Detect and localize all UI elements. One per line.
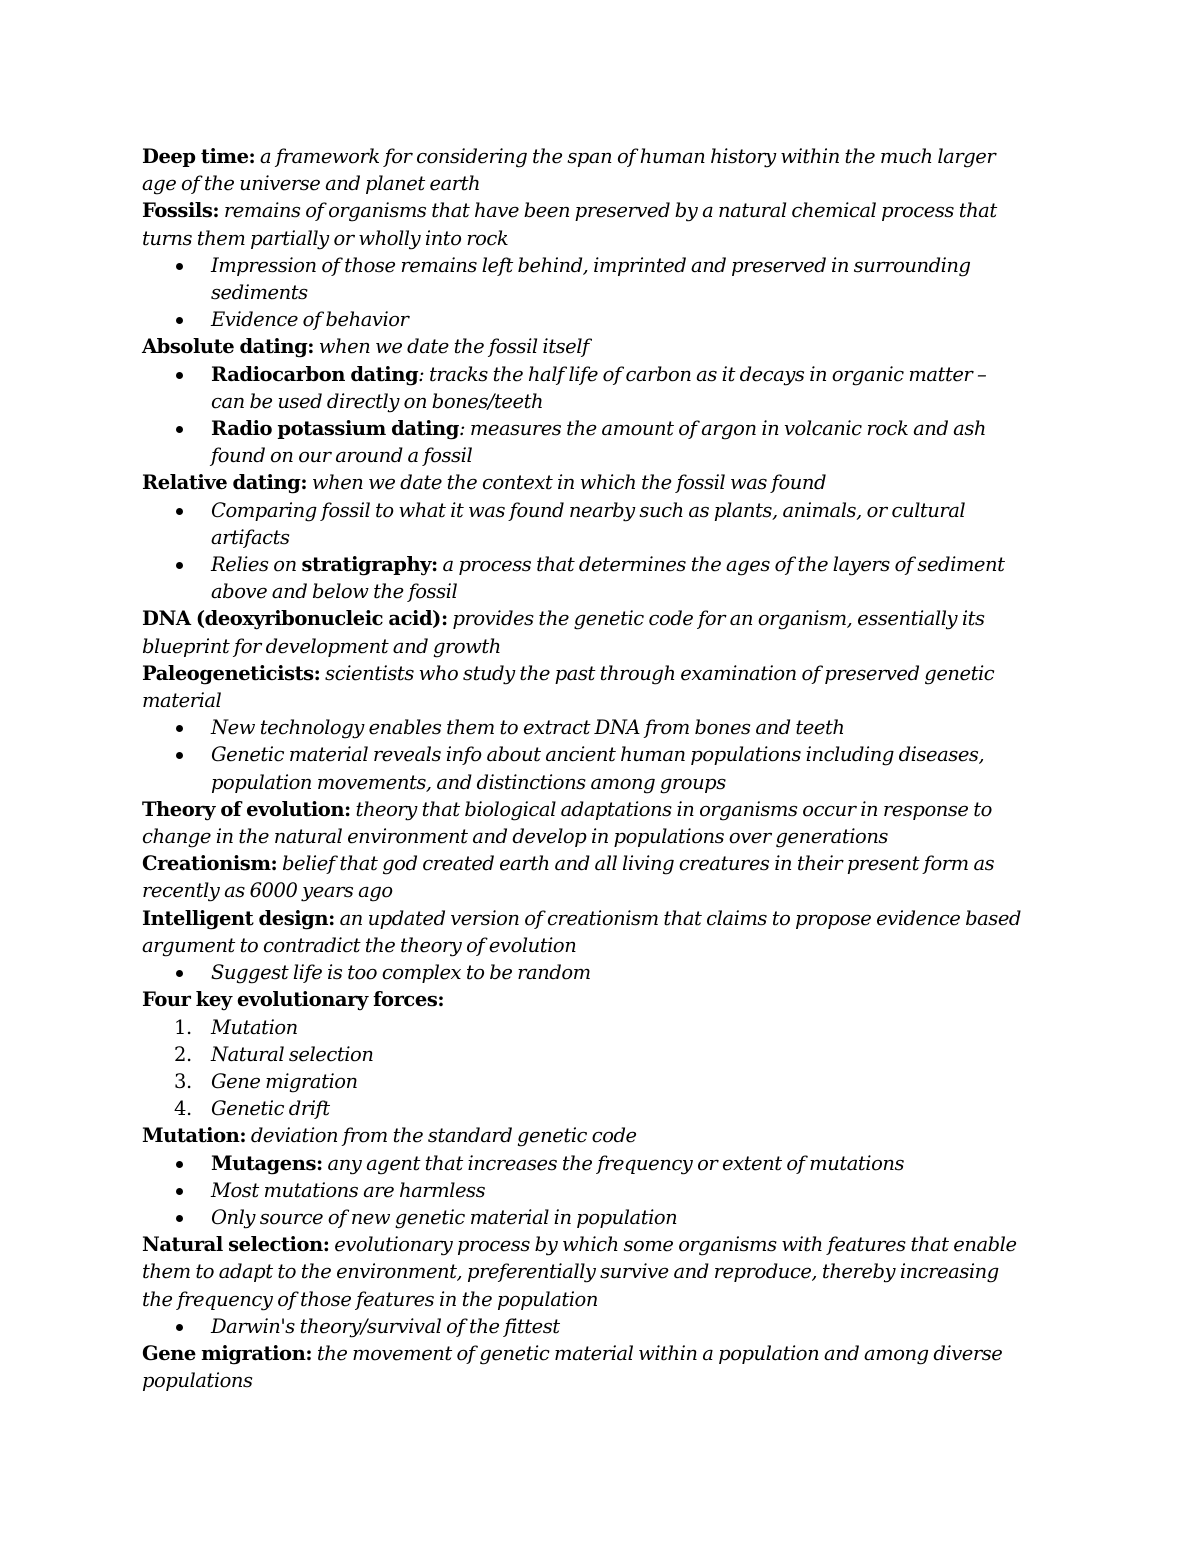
bullet-continuation: can be used directly on bones/teeth bbox=[211, 389, 544, 413]
term-absolute-dating: Absolute dating: bbox=[142, 335, 315, 359]
definition-continuation: populations bbox=[142, 1369, 253, 1393]
definition-text: evolutionary process by which some organisms with features that enable bbox=[329, 1233, 1017, 1257]
definition-continuation: argument to contradict the theory of evolution bbox=[142, 933, 577, 957]
bullet-icon bbox=[176, 725, 183, 732]
term-stratigraphy: stratigraphy: bbox=[301, 553, 438, 577]
definition-text: an updated version of creationism that claims to propose evidence based bbox=[334, 906, 1021, 930]
mutation-entry bbox=[142, 1122, 1062, 1149]
definition-continuation: the frequency of those features in the population bbox=[142, 1287, 598, 1311]
item-number: 3. bbox=[174, 1069, 192, 1093]
term-theory-of-evolution: Theory of evolution: bbox=[142, 797, 351, 821]
bullet-item: Radio potassium dating: measures the amount of argon in volcanic rock and ash bbox=[142, 415, 1062, 442]
term-dna: DNA (deoxyribonucleic acid): bbox=[142, 607, 448, 631]
term-fossils: Fossils: bbox=[142, 199, 220, 223]
term-deep-time: Deep time: bbox=[142, 145, 256, 168]
definition-continuation: turns them partially or wholly into rock bbox=[142, 226, 509, 250]
dna-entry bbox=[142, 605, 1062, 632]
term-intelligent-design: Intelligent design: bbox=[142, 906, 335, 930]
term-creationism: Creationism: bbox=[142, 852, 278, 876]
bullet-continuation: above and below the fossil bbox=[211, 580, 458, 604]
intelligent-design-entry bbox=[142, 905, 1062, 932]
fossils-entry bbox=[142, 197, 1062, 224]
bullet-item: Radiocarbon dating: tracks the half life of carbon as it decays in organic matter – bbox=[142, 361, 1062, 388]
bullet-item: Suggest life is too complex to be random bbox=[142, 959, 1062, 986]
natural-selection-entry bbox=[142, 1231, 1062, 1258]
term-natural-selection: Natural selection: bbox=[142, 1233, 330, 1257]
item-number: 4. bbox=[174, 1097, 192, 1121]
term-radio-potassium-dating: Radio potassium dating bbox=[211, 417, 459, 441]
forces-heading: Four key evolutionary forces: bbox=[142, 988, 445, 1012]
bullet-continuation: found on our around a fossil bbox=[211, 444, 473, 468]
creationism-entry bbox=[142, 850, 1062, 877]
definition-text: the movement of genetic material within a population and among diverse bbox=[312, 1341, 1003, 1365]
absolute-dating-entry bbox=[142, 333, 1062, 360]
bullet-item: Comparing fossil to what it was found nearby such as plants, animals, or cultural bbox=[142, 497, 1062, 524]
bullet-item: Darwin's theory/survival of the fittest bbox=[142, 1313, 1062, 1340]
bullet-icon bbox=[176, 263, 183, 270]
definition-text: remains of organisms that have been preserved by a natural chemical process that bbox=[219, 199, 997, 223]
bullet-continuation: population movements, and distinctions among groups bbox=[211, 770, 726, 794]
bullet-item: Evidence of behavior bbox=[142, 306, 1062, 333]
bullet-icon bbox=[176, 1324, 183, 1331]
term-mutagens: Mutagens: bbox=[211, 1151, 323, 1175]
term-gene-migration: Gene migration: bbox=[142, 1341, 313, 1365]
bullet-icon bbox=[176, 317, 183, 324]
definition-continuation: blueprint for development and growth bbox=[142, 634, 501, 658]
definition-continuation: them to adapt to the environment, preferentially survive and reproduce, thereby increasing bbox=[142, 1260, 999, 1284]
paleogeneticists-entry bbox=[142, 660, 1062, 687]
bullet-item: Relies on stratigraphy: a process that determines the ages of the layers of sediment bbox=[142, 551, 1062, 578]
definition-text: theory that biological adaptations in organisms occur in response to bbox=[350, 797, 992, 821]
deep-time-entry bbox=[142, 143, 1062, 170]
term-relative-dating: Relative dating: bbox=[142, 471, 308, 495]
bullet-icon bbox=[176, 1161, 183, 1168]
bullet-item: Impression of those remains left behind, imprinted and preserved in surrounding bbox=[142, 252, 1062, 279]
document-page bbox=[142, 143, 1062, 1394]
bullet-item: Genetic material reveals info about ancient human populations including diseases, bbox=[142, 741, 1062, 768]
item-number: 2. bbox=[174, 1042, 192, 1066]
numbered-item: 1. Mutation bbox=[142, 1014, 1062, 1041]
definition-text: provides the genetic code for an organism, essentially its bbox=[447, 607, 985, 631]
bullet-continuation: artifacts bbox=[211, 525, 290, 549]
numbered-item: 2. Natural selection bbox=[142, 1041, 1062, 1068]
definition-text: when we date the fossil itself bbox=[314, 335, 589, 359]
term-paleogeneticists: Paleogeneticists: bbox=[142, 661, 321, 685]
gene-migration-entry bbox=[142, 1340, 1062, 1367]
evolution-entry bbox=[142, 796, 1062, 823]
numbered-item: 4. Genetic drift bbox=[142, 1095, 1062, 1122]
definition-continuation: age of the universe and planet earth bbox=[142, 172, 481, 196]
bullet-icon bbox=[176, 562, 183, 569]
term-mutation: Mutation: bbox=[142, 1124, 247, 1148]
bullet-icon bbox=[176, 1215, 183, 1222]
definition-text: deviation from the standard genetic code bbox=[246, 1124, 637, 1148]
item-number: 1. bbox=[174, 1015, 192, 1039]
relative-dating-entry bbox=[142, 469, 1062, 496]
bullet-item: Most mutations are harmless bbox=[142, 1177, 1062, 1204]
definition-text: belief that god created earth and all living creatures in their present form as bbox=[277, 852, 995, 876]
bullet-continuation: sediments bbox=[211, 281, 308, 305]
definition-continuation: recently as 6000 years ago bbox=[142, 879, 393, 903]
bullet-item: Only source of new genetic material in population bbox=[142, 1204, 1062, 1231]
bullet-icon bbox=[176, 508, 183, 515]
definition-continuation: material bbox=[142, 689, 222, 713]
definition-text: when we date the context in which the fossil was found bbox=[307, 471, 826, 495]
bullet-icon bbox=[176, 372, 183, 379]
bullet-icon bbox=[176, 1188, 183, 1195]
bullet-icon bbox=[176, 426, 183, 433]
numbered-item: 3. Gene migration bbox=[142, 1068, 1062, 1095]
definition-text: a framework for considering the span of human history within the much larger bbox=[255, 145, 996, 168]
definition-continuation: change in the natural environment and develop in populations over generations bbox=[142, 825, 888, 849]
definition-text: scientists who study the past through examination of preserved genetic bbox=[320, 661, 995, 685]
bullet-item: New technology enables them to extract DNA from bones and teeth bbox=[142, 714, 1062, 741]
term-radiocarbon-dating: Radiocarbon dating bbox=[211, 362, 419, 386]
bullet-icon bbox=[176, 752, 183, 759]
bullet-item: Mutagens: any agent that increases the frequency or extent of mutations bbox=[142, 1150, 1062, 1177]
bullet-icon bbox=[176, 970, 183, 977]
